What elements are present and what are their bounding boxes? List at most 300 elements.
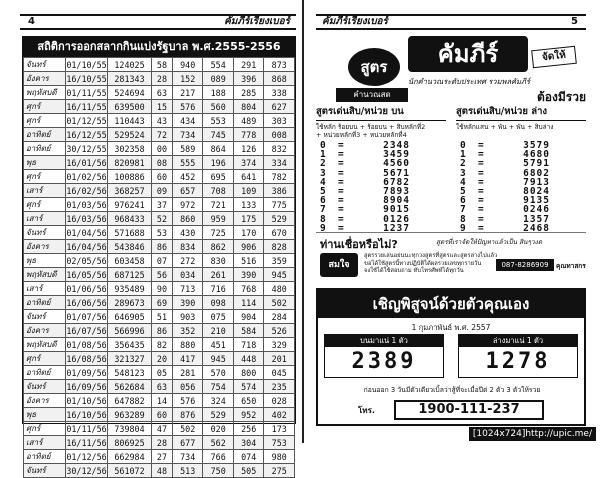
cell-first: 321327: [108, 352, 152, 366]
cell-front-three: 034: [172, 268, 203, 282]
cell-two-digit: 72: [152, 128, 173, 142]
cell-first: 356435: [108, 338, 152, 352]
cell-back-three-b: 832: [264, 142, 295, 156]
cell-front-three-b: 075: [203, 310, 234, 324]
cell-back-three-b: 480: [264, 282, 295, 296]
cell-back-three-b: 386: [264, 184, 295, 198]
cell-front-three: 940: [172, 58, 203, 72]
pair-list: [456, 141, 586, 233]
cell-front-three-b: 210: [203, 324, 234, 338]
cell-back-three-b: 529: [264, 212, 295, 226]
cell-day: พฤหัสบดี: [24, 268, 66, 282]
cell-front-three: 880: [172, 338, 203, 352]
pair-value: 0246: [523, 204, 550, 216]
phone-number: 1900-111-237: [394, 400, 544, 420]
column-title: สูตรเด่นสิบ/หน่วย ล่าง: [456, 104, 586, 121]
cell-back-three-b: 334: [264, 156, 295, 170]
formula-pair: [316, 205, 446, 214]
must-rich-slogan: ต้องมีรวย: [537, 90, 586, 104]
cell-day: ศุกร์: [24, 170, 66, 184]
cell-back-three: 256: [233, 422, 264, 436]
cell-first: 603458: [108, 254, 152, 268]
cell-two-digit: 86: [152, 240, 173, 254]
pair-value: 9015: [383, 204, 410, 216]
cell-two-digit: 15: [152, 100, 173, 114]
cell-day: อาทิตย์: [24, 450, 66, 464]
cell-back-three: 374: [233, 156, 264, 170]
table-title: สถิติการออกสลากกินแบ่งรัฐบาล พ.ศ.2555-2556: [23, 37, 295, 57]
table-row: [24, 366, 295, 380]
cell-two-digit: 47: [152, 422, 173, 436]
contact-phone: 087-8286909: [496, 259, 554, 271]
cell-date: 01/10/55: [66, 59, 107, 70]
cell-back-three: 109: [233, 184, 264, 198]
cell-back-three-b: 945: [264, 268, 295, 282]
cell-back-three: 800: [233, 366, 264, 380]
cell-back-three: 718: [233, 338, 264, 352]
cell-front-three-b: 098: [203, 296, 234, 310]
cell-back-three-b: 329: [264, 338, 295, 352]
formula-pair: [456, 187, 586, 196]
cell-date: 01/06/56: [66, 283, 107, 294]
cell-front-three: 272: [172, 254, 203, 268]
cell-first: 662984: [108, 450, 152, 464]
column-note: [316, 123, 446, 139]
cell-two-digit: 00: [152, 142, 173, 156]
cell-two-digit: 27: [152, 450, 173, 464]
cell-back-three: 114: [233, 296, 264, 310]
pair-key: 5: [460, 185, 466, 197]
table-row: [24, 100, 295, 114]
cell-two-digit: 07: [152, 254, 173, 268]
cell-first: 548123: [108, 366, 152, 380]
brand-subtitle: นักคำนวณระดับประเทศ รวมพลคัมภีร์: [408, 77, 531, 86]
formula-pair: [456, 178, 586, 187]
cell-front-three: 555: [172, 156, 203, 170]
pair-equals: =: [478, 149, 484, 161]
cell-day: อังคาร: [24, 240, 66, 254]
cell-front-three: 390: [172, 296, 203, 310]
cell-back-three: 390: [233, 268, 264, 282]
pair-key: 6: [320, 195, 326, 207]
pair-equals: =: [338, 158, 344, 170]
pair-equals: =: [478, 185, 484, 197]
cell-back-three: 906: [233, 240, 264, 254]
cell-day: พุธ: [24, 408, 66, 422]
column-note: [456, 123, 586, 139]
pair-value: 5791: [523, 158, 550, 170]
cell-front-three-b: 553: [203, 114, 234, 128]
cell-two-digit: 69: [152, 296, 173, 310]
pair-key: 9: [320, 222, 326, 234]
cell-day: จันทร์: [24, 464, 66, 478]
cell-first: 561072: [108, 464, 152, 478]
cell-front-three: 056: [172, 380, 203, 394]
cell-date: 30/12/56: [66, 465, 107, 476]
pair-key: 2: [460, 158, 466, 170]
trust-section: [316, 232, 586, 284]
formula-column-top: [316, 104, 446, 234]
cell-front-three: 972: [172, 198, 203, 212]
cell-front-three-b: 830: [203, 254, 234, 268]
pair-equals: =: [338, 195, 344, 207]
cell-first: 562684: [108, 380, 152, 394]
cell-first: 110443: [108, 114, 152, 128]
cell-front-three: 434: [172, 114, 203, 128]
cell-two-digit: 60: [152, 170, 173, 184]
pair-key: 8: [460, 213, 466, 225]
cell-front-three: 281: [172, 366, 203, 380]
cell-front-three: 834: [172, 240, 203, 254]
cell-front-three-b: 554: [203, 58, 234, 72]
pair-equals: =: [478, 167, 484, 179]
cell-front-three: 352: [172, 324, 203, 338]
cell-front-three-b: 750: [203, 464, 234, 478]
cell-date: 16/01/56: [66, 157, 107, 168]
cell-front-three-b: 695: [203, 170, 234, 184]
pair-equals: =: [478, 176, 484, 188]
brand-tag: จัดให้: [531, 46, 577, 69]
cell-two-digit: 48: [152, 464, 173, 478]
cell-back-three-b: 201: [264, 352, 295, 366]
cell-first: 647882: [108, 394, 152, 408]
cell-front-three-b: 721: [203, 198, 234, 212]
cell-front-three-b: 864: [203, 142, 234, 156]
cell-two-digit: 82: [152, 338, 173, 352]
cell-date: 01/04/56: [66, 227, 107, 238]
calc-badge: คำนวณสด: [336, 88, 408, 102]
pair-key: 9: [460, 222, 466, 234]
cell-back-three: 505: [233, 464, 264, 478]
cell-day: อาทิตย์: [24, 296, 66, 310]
pair-equals: =: [478, 213, 484, 225]
cell-front-three: 417: [172, 352, 203, 366]
cell-back-three: 126: [233, 142, 264, 156]
pair-value: 2468: [523, 222, 550, 234]
table-row: [24, 184, 295, 198]
pair-key: 0: [460, 140, 466, 151]
cell-back-three: 574: [233, 380, 264, 394]
pair-key: 4: [460, 176, 466, 188]
cell-back-three: 304: [233, 436, 264, 450]
left-header: [20, 14, 296, 30]
formula-column-bottom: [456, 104, 586, 234]
cell-front-three: 502: [172, 422, 203, 436]
pair-key: 0: [320, 140, 326, 151]
formula-pair: [316, 159, 446, 168]
cell-back-three: 516: [233, 254, 264, 268]
cell-back-three-b: 173: [264, 422, 295, 436]
cell-back-three-b: 338: [264, 86, 295, 100]
cell-front-three-b: 708: [203, 184, 234, 198]
cell-two-digit: 37: [152, 198, 173, 212]
pair-key: 8: [320, 213, 326, 225]
bottom-result-box: [458, 334, 578, 378]
pair-equals: =: [338, 167, 344, 179]
cell-front-three-b: 529: [203, 408, 234, 422]
cell-date: 30/12/55: [66, 143, 107, 154]
cell-first: 524694: [108, 86, 152, 100]
cell-day: อังคาร: [24, 394, 66, 408]
invite-date: 1 กุมภาพันธ์ พ.ศ. 2557: [411, 323, 491, 332]
formula-pair: [456, 215, 586, 224]
cell-front-three: 576: [172, 100, 203, 114]
cell-back-three: 170: [233, 226, 264, 240]
upic-watermark: [1024x724]http://upic.me/: [469, 427, 596, 441]
table-row: [24, 86, 295, 100]
cell-front-three-b: 754: [203, 380, 234, 394]
lottery-stats-table-box: [22, 36, 296, 476]
cell-back-three-b: 828: [264, 240, 295, 254]
cell-day: จันทร์: [24, 310, 66, 324]
cell-date: 16/12/55: [66, 129, 107, 140]
cell-first: 646905: [108, 310, 152, 324]
cell-front-three-b: 562: [203, 436, 234, 450]
cell-day: อังคาร: [24, 72, 66, 86]
cell-date: 01/10/56: [66, 395, 107, 406]
cell-first: 124025: [108, 58, 152, 72]
cell-day: จันทร์: [24, 226, 66, 240]
cell-front-three: 430: [172, 226, 203, 240]
formula-pair: [456, 159, 586, 168]
cell-front-three-b: 089: [203, 72, 234, 86]
cell-back-three-b: 753: [264, 436, 295, 450]
formula-pair: [316, 196, 446, 205]
formula-pair: [456, 196, 586, 205]
cell-two-digit: 09: [152, 184, 173, 198]
column-note-line: ใช้หลักแสน + พัน + พัน + สิบล่าง: [456, 123, 554, 131]
cell-date: 01/11/56: [66, 423, 107, 434]
cell-front-three: 876: [172, 408, 203, 422]
cell-day: ศุกร์: [24, 100, 66, 114]
column-title: สูตรเด่นสิบ/หน่วย บน: [316, 104, 446, 121]
cell-first: 963289: [108, 408, 152, 422]
cell-two-digit: 63: [152, 380, 173, 394]
cell-two-digit: 53: [152, 226, 173, 240]
pair-key: 7: [320, 204, 326, 216]
table-row: [24, 394, 295, 408]
cell-first: 302358: [108, 142, 152, 156]
cell-date: 01/03/56: [66, 199, 107, 210]
page-number: 4: [24, 16, 39, 28]
cell-back-three: 489: [233, 114, 264, 128]
cell-front-three: 860: [172, 212, 203, 226]
cell-day: เสาร์: [24, 436, 66, 450]
cell-front-three: 734: [172, 450, 203, 464]
cell-back-three: 133: [233, 198, 264, 212]
cell-first: 529524: [108, 128, 152, 142]
cell-day: อังคาร: [24, 324, 66, 338]
cell-day: พฤหัสบดี: [24, 86, 66, 100]
table-row: [24, 128, 295, 142]
trust-title: ท่านเชื่อหรือไม่?: [320, 238, 398, 251]
cell-front-three-b: 766: [203, 450, 234, 464]
cell-back-three: 285: [233, 86, 264, 100]
bottom-result-label: ล่างมาแน่ 1 ตัว: [459, 335, 577, 347]
pair-key: 1: [320, 149, 326, 161]
cell-two-digit: 58: [152, 58, 173, 72]
bottom-result-value: 1278: [485, 349, 551, 374]
invite-title: เชิญพิสูจน์ด้วยตัวคุณเอง: [318, 290, 584, 318]
cell-front-three: 513: [172, 464, 203, 478]
pair-value: 8024: [523, 185, 550, 197]
contact-name: คุณทาสกร: [556, 262, 586, 270]
cell-date: 01/08/56: [66, 339, 107, 350]
cell-front-three: 713: [172, 282, 203, 296]
pair-key: 3: [320, 167, 326, 179]
somjai-logo: สมใจ: [320, 253, 358, 277]
cell-back-three-b: 782: [264, 170, 295, 184]
cell-day: จันทร์: [24, 380, 66, 394]
cell-first: 571688: [108, 226, 152, 240]
table-row: [24, 114, 295, 128]
pair-value: 6782: [383, 176, 410, 188]
cell-day: อาทิตย์: [24, 142, 66, 156]
cell-back-three: 448: [233, 352, 264, 366]
phone-row: [358, 400, 548, 420]
cell-date: 16/03/56: [66, 213, 107, 224]
page-number: 5: [567, 16, 582, 28]
formula-pair: [316, 178, 446, 187]
cell-back-three-b: 502: [264, 296, 295, 310]
cell-two-digit: 51: [152, 310, 173, 324]
pair-value: 5671: [383, 167, 410, 179]
cell-back-three-b: 627: [264, 100, 295, 114]
cell-back-three: 650: [233, 394, 264, 408]
table-row: [24, 282, 295, 296]
lottery-stats-table: [23, 57, 295, 478]
column-note-line: + หน่วยหลักที่3 + หน่วยหลักที่4: [316, 131, 407, 139]
pair-value: 4560: [383, 158, 410, 170]
cell-date: 01/07/56: [66, 311, 107, 322]
formula-pair: [316, 141, 446, 150]
trust-body: [364, 253, 498, 276]
cell-day: เสาร์: [24, 184, 66, 198]
cell-front-three: 903: [172, 310, 203, 324]
pair-value: 2348: [383, 140, 410, 151]
cell-front-three-b: 862: [203, 240, 234, 254]
trust-body-line: สูตรรวยเล่นอย่นนะทุกวงสูตรที่สูตรและสูตรล่างไปแล้ว: [364, 253, 498, 259]
cell-back-three-b: 359: [264, 254, 295, 268]
cell-two-digit: 56: [152, 268, 173, 282]
table-row: [24, 170, 295, 184]
cell-two-digit: 52: [152, 212, 173, 226]
cell-day: พฤหัสบดี: [24, 338, 66, 352]
cell-front-three-b: 959: [203, 212, 234, 226]
pair-equals: =: [478, 195, 484, 207]
formula-pair: [316, 150, 446, 159]
cell-date: 16/09/56: [66, 381, 107, 392]
formula-pair: [456, 141, 586, 150]
cell-back-three: 641: [233, 170, 264, 184]
right-page: [304, 0, 600, 443]
pair-value: 1237: [383, 222, 410, 234]
formula-pair: [456, 169, 586, 178]
pair-key: 3: [460, 167, 466, 179]
cell-two-digit: 86: [152, 324, 173, 338]
cell-back-three-b: 045: [264, 366, 295, 380]
cell-back-three-b: 275: [264, 464, 295, 478]
formula-pair: [456, 205, 586, 214]
table-row: [24, 464, 295, 478]
cell-front-three-b: 745: [203, 128, 234, 142]
cell-back-three-b: 284: [264, 310, 295, 324]
pair-equals: =: [338, 185, 344, 197]
cell-date: 16/02/56: [66, 185, 107, 196]
pair-key: 4: [320, 176, 326, 188]
cell-first: 100886: [108, 170, 152, 184]
cell-front-three: 217: [172, 86, 203, 100]
pair-equals: =: [338, 222, 344, 234]
cell-back-three-b: 235: [264, 380, 295, 394]
cell-day: เสาร์: [24, 282, 66, 296]
cell-two-digit: 60: [152, 408, 173, 422]
cell-first: 968433: [108, 212, 152, 226]
table-row: [24, 450, 295, 464]
pair-equals: =: [478, 204, 484, 216]
cell-date: 01/02/56: [66, 171, 107, 182]
cell-front-three-b: 716: [203, 282, 234, 296]
table-row: [24, 352, 295, 366]
pair-value: 7893: [383, 185, 410, 197]
cell-back-three-b: 775: [264, 198, 295, 212]
table-row: [24, 212, 295, 226]
cell-back-three: 904: [233, 310, 264, 324]
cell-date: 01/12/56: [66, 451, 107, 462]
cell-first: 543846: [108, 240, 152, 254]
table-row: [24, 268, 295, 282]
cell-first: 281343: [108, 72, 152, 86]
cell-day: ศุกร์: [24, 422, 66, 436]
pair-equals: =: [478, 158, 484, 170]
table-row: [24, 324, 295, 338]
cell-date: 01/12/55: [66, 115, 107, 126]
cell-two-digit: 05: [152, 366, 173, 380]
brand-name: คัมภีร์: [408, 36, 528, 72]
cell-front-three: 152: [172, 72, 203, 86]
cell-front-three-b: 451: [203, 338, 234, 352]
cell-first: 820981: [108, 156, 152, 170]
invite-note: ก่อนออก 3 วันมีตัวเดียวเบิ้ลว่าสู้ที่จะเมื่อปีต่ 2 ตัว 3 ตัวให้รวย: [363, 386, 541, 394]
cell-back-three-b: 980: [264, 450, 295, 464]
cell-back-three: 584: [233, 324, 264, 338]
right-header: [316, 14, 586, 30]
cell-first: 639500: [108, 100, 152, 114]
cell-front-three-b: 261: [203, 268, 234, 282]
table-row: [24, 408, 295, 422]
cell-day: พุธ: [24, 254, 66, 268]
table-row: [24, 338, 295, 352]
cell-date: 02/05/56: [66, 255, 107, 266]
cell-first: 566996: [108, 324, 152, 338]
pair-value: 4680: [523, 149, 550, 161]
formula-pair: [316, 187, 446, 196]
cell-date: 16/07/56: [66, 325, 107, 336]
brand-banner: [316, 36, 586, 104]
cell-date: 16/05/56: [66, 269, 107, 280]
cell-day: ศุกร์: [24, 198, 66, 212]
table-row: [24, 240, 295, 254]
cell-front-three-b: 570: [203, 366, 234, 380]
pair-key: 6: [460, 195, 466, 207]
column-note-line: ใช้หลัก ร้อยบน + ร้อยบน + สิบหลักที่2: [316, 123, 426, 131]
cell-two-digit: 14: [152, 394, 173, 408]
trust-body-line: จงใช้ได้ใช้สอบถาม ทับโทรศัพท์ได้ทุกวัน: [364, 268, 464, 274]
pair-key: 2: [320, 158, 326, 170]
table-row: [24, 254, 295, 268]
trust-line: สูตรที่เราจัดให้ปัญหาแล้วเป็น สินๆวงด: [436, 238, 543, 246]
table-row: [24, 142, 295, 156]
